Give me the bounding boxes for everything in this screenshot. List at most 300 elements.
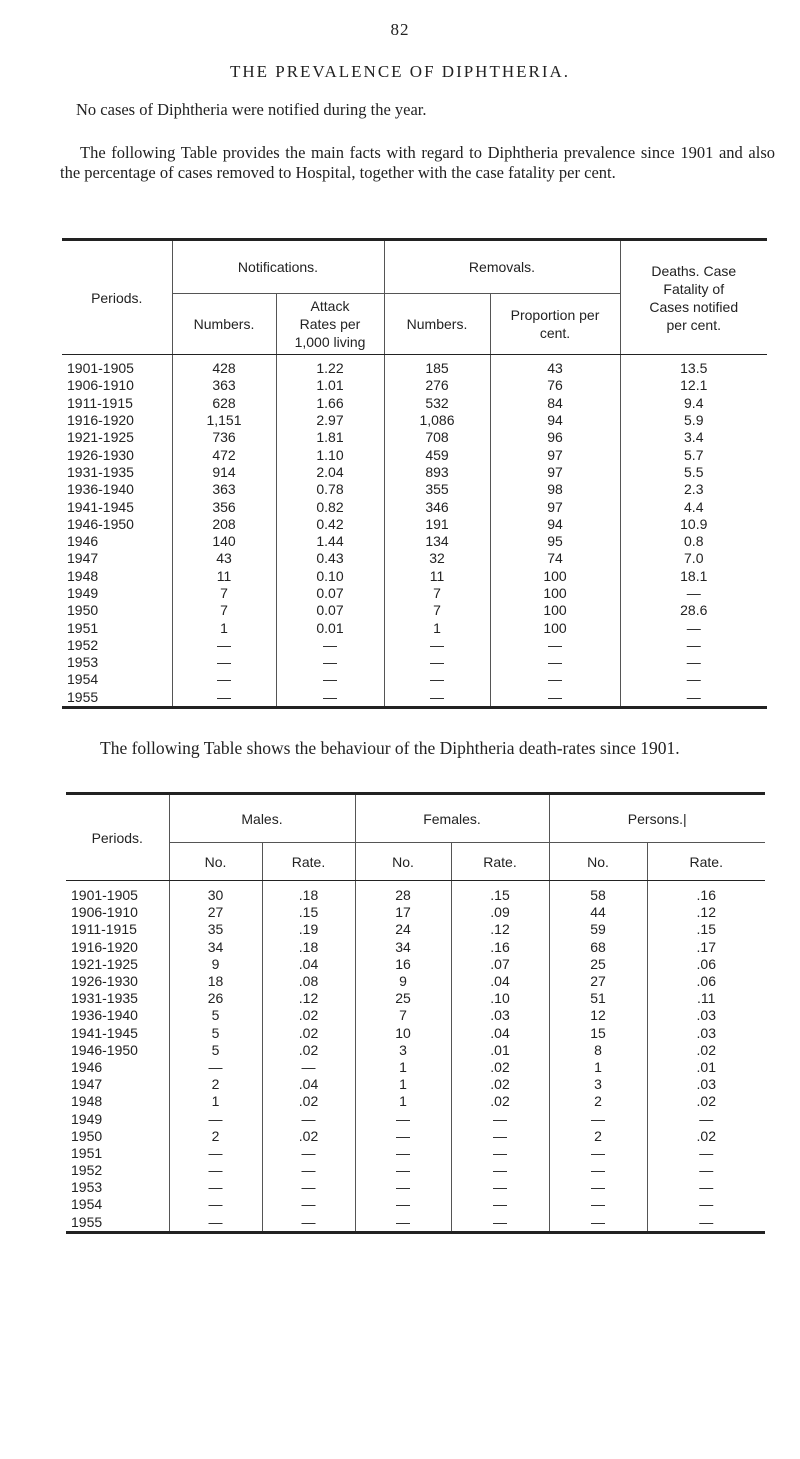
- table-cell: .19: [262, 921, 355, 938]
- table-cell: —: [355, 1196, 451, 1213]
- col-females-rate: Rate.: [451, 843, 549, 881]
- table-cell: 708: [384, 429, 490, 446]
- table-cell: 18: [169, 973, 262, 990]
- table-cell: .01: [451, 1042, 549, 1059]
- table-cell: 0.8: [620, 533, 767, 550]
- table-cell: 59: [549, 921, 647, 938]
- period-cell: 1950: [71, 1127, 103, 1144]
- table-cell: .02: [262, 1128, 355, 1145]
- table-cell: 12.1: [620, 377, 767, 394]
- table-cell: .02: [451, 1059, 549, 1076]
- table-row: [62, 516, 767, 533]
- table-cell: 10: [355, 1025, 451, 1042]
- table-cell: —: [647, 1145, 765, 1162]
- table-cell: .16: [451, 939, 549, 956]
- col-persons-no: No.: [549, 843, 647, 881]
- table-cell: 893: [384, 464, 490, 481]
- table-row: [62, 355, 767, 378]
- period-cell: 1916-1920: [71, 938, 138, 955]
- table-cell: 43: [172, 550, 276, 567]
- table-cell: 2: [169, 1128, 262, 1145]
- table-cell: 24: [355, 921, 451, 938]
- table-cell: 8: [549, 1042, 647, 1059]
- table-cell: —: [355, 1110, 451, 1127]
- table-cell: 5: [169, 1042, 262, 1059]
- table-cell: —: [355, 1128, 451, 1145]
- table-row: [66, 1059, 765, 1076]
- table-cell: .01: [647, 1059, 765, 1076]
- table-cell: 18.1: [620, 568, 767, 585]
- table-cell: 1: [384, 619, 490, 636]
- table-cell: —: [620, 654, 767, 671]
- period-cell: 1949: [67, 585, 99, 601]
- table-cell: —: [384, 671, 490, 688]
- table-cell: —: [549, 1145, 647, 1162]
- table-cell: —: [169, 1059, 262, 1076]
- table-row: [66, 921, 765, 938]
- period-cell: 1946-1950: [67, 515, 134, 532]
- table-cell: 0.07: [276, 602, 384, 619]
- table-cell: .11: [647, 990, 765, 1007]
- table-cell: 97: [490, 446, 620, 463]
- table-cell: —: [647, 1196, 765, 1213]
- period-cell: 1947: [71, 1076, 103, 1093]
- table-cell: .06: [647, 973, 765, 990]
- table-cell: —: [262, 1196, 355, 1213]
- table-row: [66, 973, 765, 990]
- prevalence-table: [62, 238, 767, 709]
- table-cell: 7.0: [620, 550, 767, 567]
- table-row: [62, 498, 767, 515]
- table-cell: 35: [169, 921, 262, 938]
- table-row: [62, 568, 767, 585]
- table-cell: 0.42: [276, 516, 384, 533]
- table-cell: 3.4: [620, 429, 767, 446]
- table-cell: 25: [549, 956, 647, 973]
- table-cell: —: [451, 1214, 549, 1233]
- table-cell: .12: [647, 904, 765, 921]
- table-cell: —: [169, 1214, 262, 1233]
- table-row: [62, 602, 767, 619]
- table-cell: 76: [490, 377, 620, 394]
- period-cell: 1906-1910: [67, 377, 134, 394]
- table-row: [62, 533, 767, 550]
- table-cell: 0.82: [276, 498, 384, 515]
- period-cell: 1952: [71, 1162, 103, 1179]
- table-cell: —: [490, 671, 620, 688]
- period-cell: 1926-1930: [67, 446, 134, 463]
- table-cell: 7: [172, 602, 276, 619]
- table-cell: .04: [262, 956, 355, 973]
- table-cell: 43: [490, 355, 620, 378]
- table-row: [62, 619, 767, 636]
- table-row: [66, 904, 765, 921]
- col-females: Females.: [355, 794, 549, 843]
- table-cell: —: [384, 689, 490, 708]
- table-cell: .02: [262, 1093, 355, 1110]
- table-cell: 1.81: [276, 429, 384, 446]
- table-cell: .06: [647, 956, 765, 973]
- table-cell: —: [620, 585, 767, 602]
- period-cell: 1911-1915: [71, 921, 137, 938]
- table-row: [66, 1128, 765, 1145]
- intro-paragraph-1: No cases of Diphtheria were notified during the year.: [76, 100, 427, 119]
- table-cell: 2: [549, 1128, 647, 1145]
- table-cell: 363: [172, 377, 276, 394]
- table-cell: .02: [647, 1093, 765, 1110]
- table-cell: 2.97: [276, 412, 384, 429]
- period-cell: 1950: [67, 602, 99, 619]
- death-rates-table: [66, 792, 765, 1234]
- table-cell: .16: [647, 881, 765, 905]
- table-cell: 363: [172, 481, 276, 498]
- table-row: [66, 956, 765, 973]
- table-cell: 58: [549, 881, 647, 905]
- col-notif-numbers: Numbers.: [172, 294, 276, 355]
- table-cell: 5: [169, 1025, 262, 1042]
- table-cell: —: [262, 1145, 355, 1162]
- table-row: [62, 654, 767, 671]
- table-cell: .04: [262, 1076, 355, 1093]
- table-cell: —: [262, 1214, 355, 1233]
- period-cell: 1953: [71, 1179, 103, 1196]
- period-cell: 1941-1945: [67, 498, 134, 515]
- period-cell: 1955: [67, 688, 99, 705]
- table-cell: —: [276, 654, 384, 671]
- table-cell: 34: [169, 939, 262, 956]
- table-row: [62, 464, 767, 481]
- table-cell: 2.04: [276, 464, 384, 481]
- table-cell: —: [172, 689, 276, 708]
- table-row: [66, 990, 765, 1007]
- table-cell: 51: [549, 990, 647, 1007]
- table-cell: 1,151: [172, 412, 276, 429]
- table-cell: 27: [549, 973, 647, 990]
- table-cell: 276: [384, 377, 490, 394]
- table-row: [62, 689, 767, 708]
- table-cell: —: [549, 1110, 647, 1127]
- table-row: [62, 412, 767, 429]
- intro-paragraph-2: The following Table provides the main facts with regard to Diphtheria prevalence since 1901 and also the percentage of cases removed to Hospital, together with the case fatality per cent.: [60, 143, 775, 182]
- table-cell: —: [276, 689, 384, 708]
- col-persons-rate: Rate.: [647, 843, 765, 881]
- table-cell: .02: [451, 1093, 549, 1110]
- table-row: [62, 550, 767, 567]
- table-cell: —: [172, 671, 276, 688]
- table-cell: —: [355, 1145, 451, 1162]
- table-cell: 11: [384, 568, 490, 585]
- table-row: [66, 1162, 765, 1179]
- period-cell: 1954: [67, 671, 99, 688]
- col-males-rate: Rate.: [262, 843, 355, 881]
- col-females-no: No.: [355, 843, 451, 881]
- table-cell: 1: [355, 1093, 451, 1110]
- table-cell: 140: [172, 533, 276, 550]
- table-cell: 98: [490, 481, 620, 498]
- period-cell: 1948: [67, 567, 99, 584]
- table-cell: 9: [355, 973, 451, 990]
- table-cell: 1.22: [276, 355, 384, 378]
- table-cell: .18: [262, 881, 355, 905]
- col-periods: Periods.: [66, 794, 169, 881]
- table-cell: —: [169, 1145, 262, 1162]
- table-cell: 472: [172, 446, 276, 463]
- table-cell: 68: [549, 939, 647, 956]
- table-cell: .10: [451, 990, 549, 1007]
- period-cell: 1951: [67, 619, 99, 636]
- table-cell: —: [451, 1196, 549, 1213]
- table-row: [62, 377, 767, 394]
- table-cell: 185: [384, 355, 490, 378]
- table-cell: —: [451, 1162, 549, 1179]
- table-row: [62, 429, 767, 446]
- table-cell: 97: [490, 498, 620, 515]
- table-cell: —: [647, 1162, 765, 1179]
- table-row: [66, 939, 765, 956]
- period-cell: 1906-1910: [71, 904, 138, 921]
- table-cell: —: [490, 689, 620, 708]
- table-cell: —: [169, 1179, 262, 1196]
- table-cell: 2.3: [620, 481, 767, 498]
- table-cell: —: [549, 1179, 647, 1196]
- table-cell: 94: [490, 516, 620, 533]
- table-cell: —: [172, 654, 276, 671]
- table-cell: 5: [169, 1007, 262, 1024]
- table-cell: 5.9: [620, 412, 767, 429]
- table-cell: —: [451, 1128, 549, 1145]
- col-males: Males.: [169, 794, 355, 843]
- table-cell: .03: [647, 1076, 765, 1093]
- table-cell: —: [262, 1162, 355, 1179]
- table-cell: .03: [647, 1025, 765, 1042]
- table-cell: 96: [490, 429, 620, 446]
- period-cell: 1921-1925: [71, 955, 138, 972]
- table-cell: 25: [355, 990, 451, 1007]
- table-row: [66, 1025, 765, 1042]
- table-cell: 0.10: [276, 568, 384, 585]
- col-males-no: No.: [169, 843, 262, 881]
- table-cell: 628: [172, 395, 276, 412]
- table-cell: 1: [355, 1059, 451, 1076]
- table-cell: 44: [549, 904, 647, 921]
- table-cell: —: [549, 1162, 647, 1179]
- period-cell: 1952: [67, 636, 99, 653]
- table-row: [66, 881, 765, 905]
- period-cell: 1954: [71, 1196, 103, 1213]
- page-number: 82: [390, 20, 410, 39]
- col-proportion: Proportion per cent.: [490, 294, 620, 355]
- period-cell: 1946: [67, 533, 99, 550]
- table-cell: 355: [384, 481, 490, 498]
- col-persons: Persons.|: [549, 794, 765, 843]
- table-cell: .02: [647, 1128, 765, 1145]
- period-cell: 1926-1930: [71, 973, 138, 990]
- period-cell: 1931-1935: [71, 990, 138, 1007]
- table-cell: 2: [169, 1076, 262, 1093]
- table-cell: 1: [169, 1093, 262, 1110]
- table-cell: 28: [355, 881, 451, 905]
- table-cell: 30: [169, 881, 262, 905]
- table-cell: 7: [172, 585, 276, 602]
- col-attack-rates: Attack Rates per 1,000 living: [276, 294, 384, 355]
- table-cell: 459: [384, 446, 490, 463]
- table-row: [62, 637, 767, 654]
- table-cell: 1.10: [276, 446, 384, 463]
- table-cell: 15: [549, 1025, 647, 1042]
- period-cell: 1946-1950: [71, 1041, 138, 1058]
- table-cell: 26: [169, 990, 262, 1007]
- col-removals: Removals.: [384, 240, 620, 294]
- period-cell: 1948: [71, 1093, 103, 1110]
- table-cell: 16: [355, 956, 451, 973]
- table-cell: —: [647, 1110, 765, 1127]
- table-cell: 3: [355, 1042, 451, 1059]
- table-cell: 5.5: [620, 464, 767, 481]
- table-cell: —: [490, 637, 620, 654]
- period-cell: 1941-1945: [71, 1024, 138, 1041]
- table-cell: 7: [384, 602, 490, 619]
- period-cell: 1901-1905: [71, 887, 138, 904]
- period-cell: 1949: [71, 1110, 103, 1127]
- table-cell: 4.4: [620, 498, 767, 515]
- table-cell: —: [355, 1214, 451, 1233]
- table-cell: —: [620, 689, 767, 708]
- table-cell: 0.78: [276, 481, 384, 498]
- table-cell: —: [451, 1145, 549, 1162]
- table-cell: 7: [355, 1007, 451, 1024]
- table-cell: .02: [262, 1042, 355, 1059]
- table-cell: —: [355, 1179, 451, 1196]
- table-cell: .04: [451, 973, 549, 990]
- table-cell: 17: [355, 904, 451, 921]
- table-cell: .02: [647, 1042, 765, 1059]
- table-cell: —: [620, 671, 767, 688]
- table-cell: 5.7: [620, 446, 767, 463]
- table-cell: .02: [451, 1076, 549, 1093]
- table-cell: 532: [384, 395, 490, 412]
- table-cell: 100: [490, 619, 620, 636]
- page-title: THE PREVALENCE OF DIPHTHERIA.: [229, 62, 571, 81]
- table-cell: 346: [384, 498, 490, 515]
- table-cell: .18: [262, 939, 355, 956]
- table-cell: 13.5: [620, 355, 767, 378]
- col-notifications: Notifications.: [172, 240, 384, 294]
- period-cell: 1951: [71, 1144, 103, 1161]
- table-cell: —: [276, 671, 384, 688]
- table-cell: 100: [490, 585, 620, 602]
- period-cell: 1936-1940: [71, 1007, 138, 1024]
- period-cell: 1931-1935: [67, 463, 134, 480]
- table-cell: 134: [384, 533, 490, 550]
- table-cell: 32: [384, 550, 490, 567]
- table-cell: —: [549, 1196, 647, 1213]
- period-cell: 1953: [67, 654, 99, 671]
- table-row: [62, 481, 767, 498]
- table-cell: .15: [451, 881, 549, 905]
- table-cell: 0.43: [276, 550, 384, 567]
- table-cell: .12: [451, 921, 549, 938]
- table-cell: 95: [490, 533, 620, 550]
- table-cell: 100: [490, 602, 620, 619]
- table-cell: .02: [262, 1007, 355, 1024]
- table-cell: —: [384, 637, 490, 654]
- table-cell: —: [549, 1214, 647, 1233]
- table-cell: 27: [169, 904, 262, 921]
- table-cell: 1.66: [276, 395, 384, 412]
- table-cell: —: [620, 619, 767, 636]
- table-row: [66, 1110, 765, 1127]
- period-cell: 1955: [71, 1213, 103, 1230]
- table-cell: 9.4: [620, 395, 767, 412]
- intro-paragraph-3: The following Table shows the behaviour of the Diphtheria death-rates since 1901.: [100, 738, 680, 758]
- table-cell: .17: [647, 939, 765, 956]
- table-cell: 1.01: [276, 377, 384, 394]
- table-row: [62, 395, 767, 412]
- table-row: [66, 1179, 765, 1196]
- period-cell: 1936-1940: [67, 481, 134, 498]
- table-cell: .03: [647, 1007, 765, 1024]
- col-rem-numbers: Numbers.: [384, 294, 490, 355]
- col-periods: Periods.: [62, 240, 172, 355]
- table-row: [66, 1145, 765, 1162]
- period-cell: 1911-1915: [67, 394, 133, 411]
- table-cell: .02: [262, 1025, 355, 1042]
- table-cell: 2: [549, 1093, 647, 1110]
- table-cell: —: [384, 654, 490, 671]
- table-cell: 1: [549, 1059, 647, 1076]
- table-row: [62, 446, 767, 463]
- table-row: [66, 1042, 765, 1059]
- table-cell: 11: [172, 568, 276, 585]
- table-cell: —: [620, 637, 767, 654]
- period-cell: 1946: [71, 1058, 103, 1075]
- period-cell: 1916-1920: [67, 412, 134, 429]
- table-cell: 736: [172, 429, 276, 446]
- table-row: [66, 1196, 765, 1213]
- table-cell: 1,086: [384, 412, 490, 429]
- table-cell: 0.07: [276, 585, 384, 602]
- table-cell: 914: [172, 464, 276, 481]
- table-cell: 1: [172, 619, 276, 636]
- table-cell: —: [172, 637, 276, 654]
- col-deaths-fatality: Deaths. Case Fatality of Cases notified per cent.: [620, 240, 767, 355]
- table-cell: .15: [647, 921, 765, 938]
- table-cell: —: [262, 1110, 355, 1127]
- table-cell: 10.9: [620, 516, 767, 533]
- table-row: [66, 1214, 765, 1233]
- table-cell: 0.01: [276, 619, 384, 636]
- table-cell: .04: [451, 1025, 549, 1042]
- table-cell: —: [355, 1162, 451, 1179]
- table-row: [66, 1076, 765, 1093]
- table-cell: 9: [169, 956, 262, 973]
- table-row: [66, 1093, 765, 1110]
- period-cell: 1921-1925: [67, 429, 134, 446]
- table-cell: .09: [451, 904, 549, 921]
- table-cell: 428: [172, 355, 276, 378]
- table-cell: —: [169, 1110, 262, 1127]
- table-cell: 1.44: [276, 533, 384, 550]
- period-cell: 1901-1905: [67, 360, 134, 377]
- table-cell: 100: [490, 568, 620, 585]
- table-cell: —: [262, 1059, 355, 1076]
- table-cell: 1: [355, 1076, 451, 1093]
- table-cell: —: [169, 1162, 262, 1179]
- table-cell: —: [276, 637, 384, 654]
- table-cell: —: [451, 1179, 549, 1196]
- table-cell: 12: [549, 1007, 647, 1024]
- table-cell: —: [262, 1179, 355, 1196]
